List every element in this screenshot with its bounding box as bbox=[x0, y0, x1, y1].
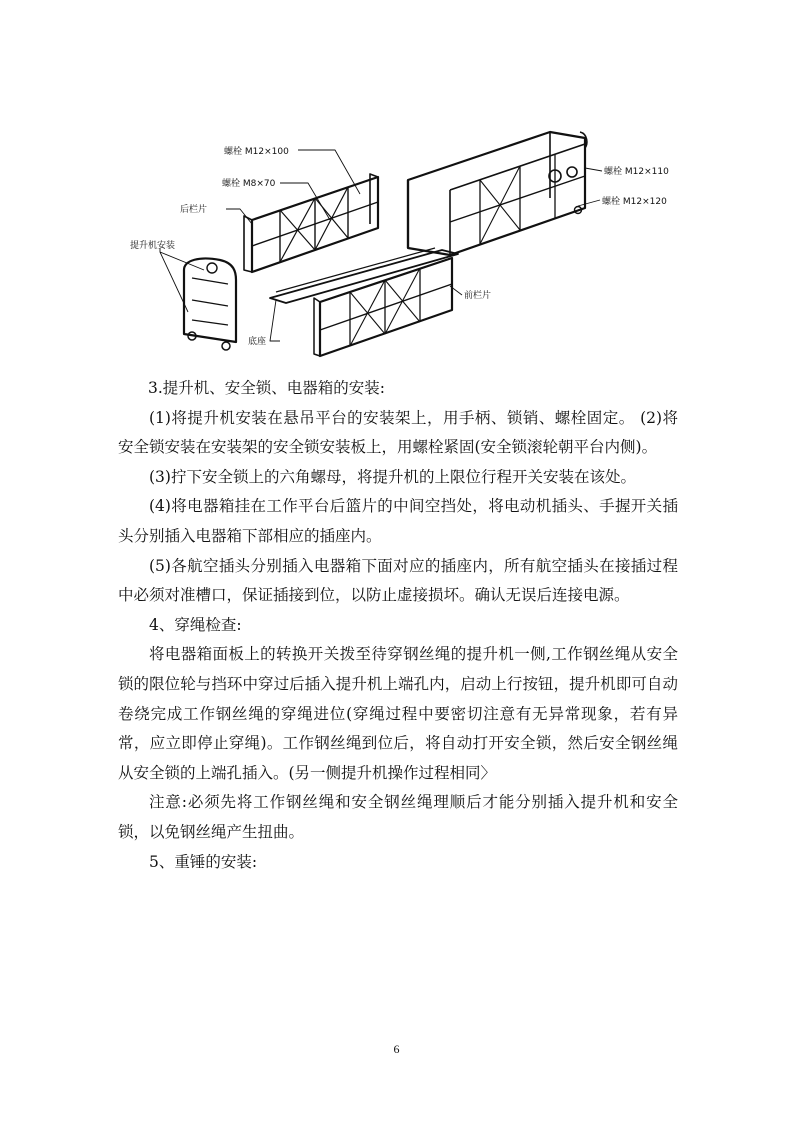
section3-paragraph-3: (4)将电器箱挂在工作平台后篮片的中间空挡处，将电动机插头、手握开关插头分别插入电器箱下部相应的插座内。 bbox=[118, 497, 678, 545]
section3-paragraph-2: (3)拧下安全锁上的六角螺母，将提升机的上限位行程开关安装在该处。 bbox=[149, 467, 636, 486]
section3-paragraph-1: (1)将提升机安装在悬吊平台的安装架上，用手柄、锁销、螺栓固定。 (2)将安全锁安装在安装架的安全锁安装板上，用螺栓紧固(安全锁滚轮朝平台内侧)。 bbox=[118, 408, 678, 457]
label-bolt-m8x70: 螺栓 M8×70 bbox=[222, 179, 276, 189]
section4-note: 注意:必须先将工作钢丝绳和安全钢丝绳理顺后才能分别插入提升机和安全锁，以免钢丝绳产生扭曲。 bbox=[118, 793, 678, 841]
section5-heading: 5、重锤的安装: bbox=[149, 852, 258, 871]
platform-assembly-diagram bbox=[130, 120, 710, 365]
section4-paragraph-1: 将电器箱面板上的转换开关拨至待穿钢丝绳的提升机一侧,工作钢丝绳从安全锁的限位轮与挡环中穿过后插入提升机上端孔内，启动上行按钮，提升机即可自动卷绕完成工作钢丝绳的穿绳进位(穿绳过程中要密切注意有无异常现象，若有异常，应立即停止穿绳)。工作钢丝绳到位后，将自动打开安全锁，然后安全钢丝绳从安全锁的上端孔插入。(另一侧提升机操作过程相同〉 bbox=[118, 645, 678, 782]
hoist-mount-frame bbox=[184, 258, 236, 350]
label-bolt-m12x120: 螺栓 M12×120 bbox=[602, 197, 667, 207]
section3-paragraph-4: (5)各航空插头分别插入电器箱下面对应的插座内，所有航空插头在接插过程中必须对准槽口，保证插接到位，以防止虚接损坏。确认无误后连接电源。 bbox=[118, 556, 678, 605]
section4-heading: 4、穿绳检查: bbox=[149, 615, 242, 634]
diagram-svg bbox=[130, 120, 710, 365]
label-hoist-mount: 提升机安装 bbox=[130, 241, 176, 251]
page-number: 6 bbox=[393, 1042, 400, 1056]
label-rear-rail: 后栏片 bbox=[180, 205, 208, 215]
front-rail-frame bbox=[314, 258, 452, 356]
label-bolt-m12x110: 螺栓 M12×110 bbox=[604, 167, 669, 177]
label-front-rail: 前栏片 bbox=[464, 291, 492, 301]
body-text bbox=[118, 374, 678, 877]
right-rail-frame bbox=[408, 132, 587, 255]
label-bolt-m12x100: 螺栓 M12×100 bbox=[224, 147, 289, 157]
section3-heading: 3.提升机、安全锁、电器箱的安装: bbox=[148, 379, 386, 397]
label-base-plate: 底座 bbox=[248, 337, 267, 347]
